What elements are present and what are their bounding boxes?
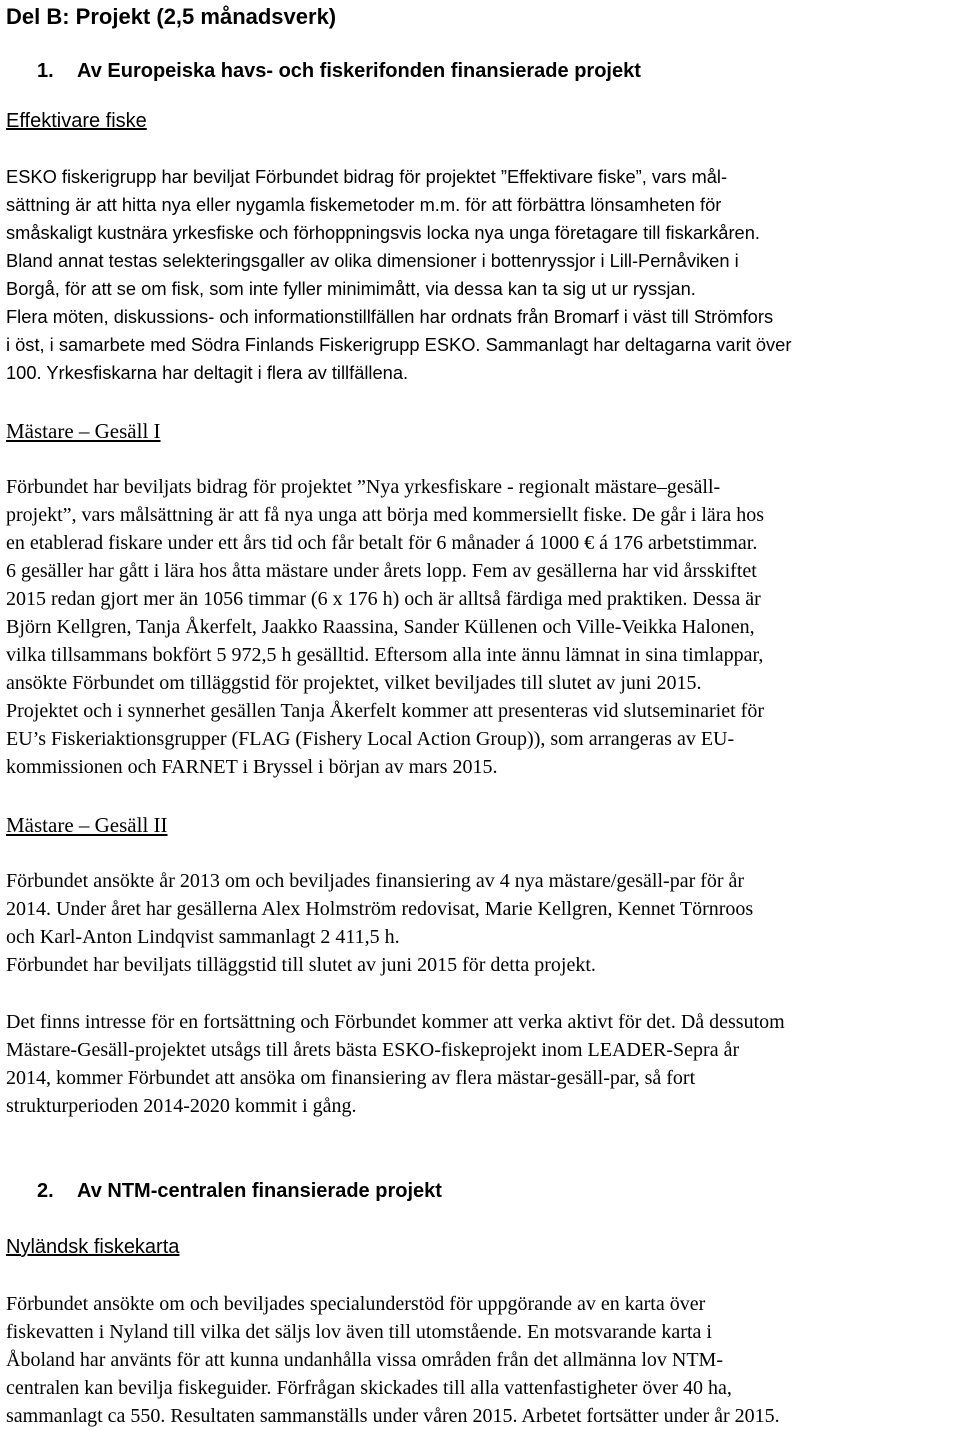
paragraph-line: 2014, kommer Förbundet att ansöka om finansiering av flera mästar-gesäll-par, så fort [6,1067,696,1089]
effektivare-fiske-heading: Effektivare fiske [6,110,147,132]
gesall-2-paragraph-1 [6,867,954,979]
paragraph-line: projekt”, vars målsättning är att få nya unga att börja med kommersiellt fiske. De går i lära hos [6,504,765,526]
paragraph-line: Det finns intresse för en fortsättning och Förbundet kommer att verka aktivt för det. Då dessutom [6,1011,785,1033]
section-2-heading [6,1177,954,1205]
paragraph-line: 2014. Under året har gesällerna Alex Holmström redovisat, Marie Kellgren, Kennet Törnroos [6,898,754,920]
paragraph-line: i öst, i samarbete med Södra Finlands Fiskerigrupp ESKO. Sammanlagt har deltagarna varit över [6,334,792,355]
section-1-heading [6,57,954,85]
paragraph-line: Åboland har använts för att kunna undanhålla vissa områden från det allmänna lov NTM- [6,1349,724,1371]
paragraph-line: Mästare-Gesäll-projektet utsågs till årets bästa ESKO-fiskeprojekt inom LEADER-Sepra år [6,1039,740,1061]
paragraph-line: Borgå, för att se om fisk, som inte fyller minimimått, via dessa kan ta sig ut ur ryssjan. [6,278,696,299]
part-heading: Del B: Projekt (2,5 månadsverk) [6,4,337,29]
paragraph-line: ESKO fiskerigrupp har beviljat Förbundet bidrag för projektet ”Effektivare fiske”, vars mål- [6,166,728,187]
paragraph-line: Flera möten, diskussions- och informationstillfällen har ordnats från Bromarf i väst till Strömfors [6,306,774,327]
paragraph-line: vilka tillsammans bokfört 5 972,5 h gesälltid. Eftersom alla inte ännu lämnat in sina timlappar, [6,644,764,666]
paragraph-line: strukturperioden 2014-2020 kommit i gång. [6,1095,357,1117]
section-2-title: Av NTM-centralen finansierade projekt [77,1180,442,1202]
gesall-1-heading: Mästare – Gesäll I [6,419,161,443]
paragraph-line: en etablerad fiskare under ett års tid och får betalt för 6 månader á 1000 € á 176 arbetstimmar. [6,532,758,554]
paragraph-line: Förbundet ansökte år 2013 om och beviljades finansiering av 4 nya mästare/gesäll-par för år [6,870,745,892]
paragraph-line: 6 gesäller har gått i lära hos åtta mästare under årets lopp. Fem av gesällerna har vid årsskiftet [6,560,757,582]
paragraph-line: Förbundet ansökte om och beviljades specialunderstöd för uppgörande av en karta över [6,1293,706,1315]
paragraph-line: fiskevatten i Nyland till vilka det säljs lov även till utomstående. En motsvarande karta i [6,1321,712,1343]
gesall-2-paragraph-2 [6,1008,954,1120]
paragraph-line: EU’s Fiskeriaktionsgrupper (FLAG (Fishery Local Action Group)), som arrangeras av EU- [6,728,735,750]
fiskekarta-heading: Nyländsk fiskekarta [6,1236,180,1258]
fiskekarta-paragraph [6,1290,954,1430]
paragraph-line: Projektet och i synnerhet gesällen Tanja Åkerfelt kommer att presenteras vid slutseminariet för [6,700,764,722]
paragraph-line: och Karl-Anton Lindqvist sammanlagt 2 411,5 h. [6,926,400,948]
paragraph-line: Förbundet har beviljats bidrag för projektet ”Nya yrkesfiskare - regionalt mästare–gesäll- [6,476,721,498]
paragraph-line: 100. Yrkesfiskarna har deltagit i flera av tillfällena. [6,362,409,383]
paragraph-line: Björn Kellgren, Tanja Åkerfelt, Jaakko Raassina, Sander Küllenen och Ville-Veikka Halonen, [6,616,755,638]
paragraph-line: sättning är att hitta nya eller nygamla fiskemetoder m.m. för att förbättra lönsamheten för [6,194,722,215]
section-1-number: 1. [37,60,54,82]
paragraph-line: kommissionen och FARNET i Bryssel i början av mars 2015. [6,756,498,778]
paragraph-line: Bland annat testas selekteringsgaller av olika dimensioner i bottenryssjor i Lill-Pernåviken i [6,250,739,271]
paragraph-line: småskaligt kustnära yrkesfiske och förhoppningsvis locka nya unga företagare till fiskarkåren. [6,222,760,243]
paragraph-line: ansökte Förbundet om tilläggstid för projektet, vilket beviljades till slutet av juni 2015. [6,672,702,694]
paragraph-line: sammanlagt ca 550. Resultaten sammanställs under våren 2015. Arbetet fortsätter under år 2015. [6,1405,780,1427]
gesall-1-paragraph [6,473,954,781]
paragraph-line: centralen kan bevilja fiskeguider. Förfrågan skickades till alla vattenfastigheter över 40 ha, [6,1377,732,1399]
gesall-2-heading: Mästare – Gesäll II [6,813,168,837]
section-2-number: 2. [37,1180,54,1202]
effektivare-fiske-paragraph [6,163,954,387]
paragraph-line: Förbundet har beviljats tilläggstid till slutet av juni 2015 för detta projekt. [6,954,596,976]
paragraph-line: 2015 redan gjort mer än 1056 timmar (6 x 176 h) och är alltså färdiga med praktiken. Dessa är [6,588,761,610]
section-1-title: Av Europeiska havs- och fiskerifonden finansierade projekt [77,60,641,82]
